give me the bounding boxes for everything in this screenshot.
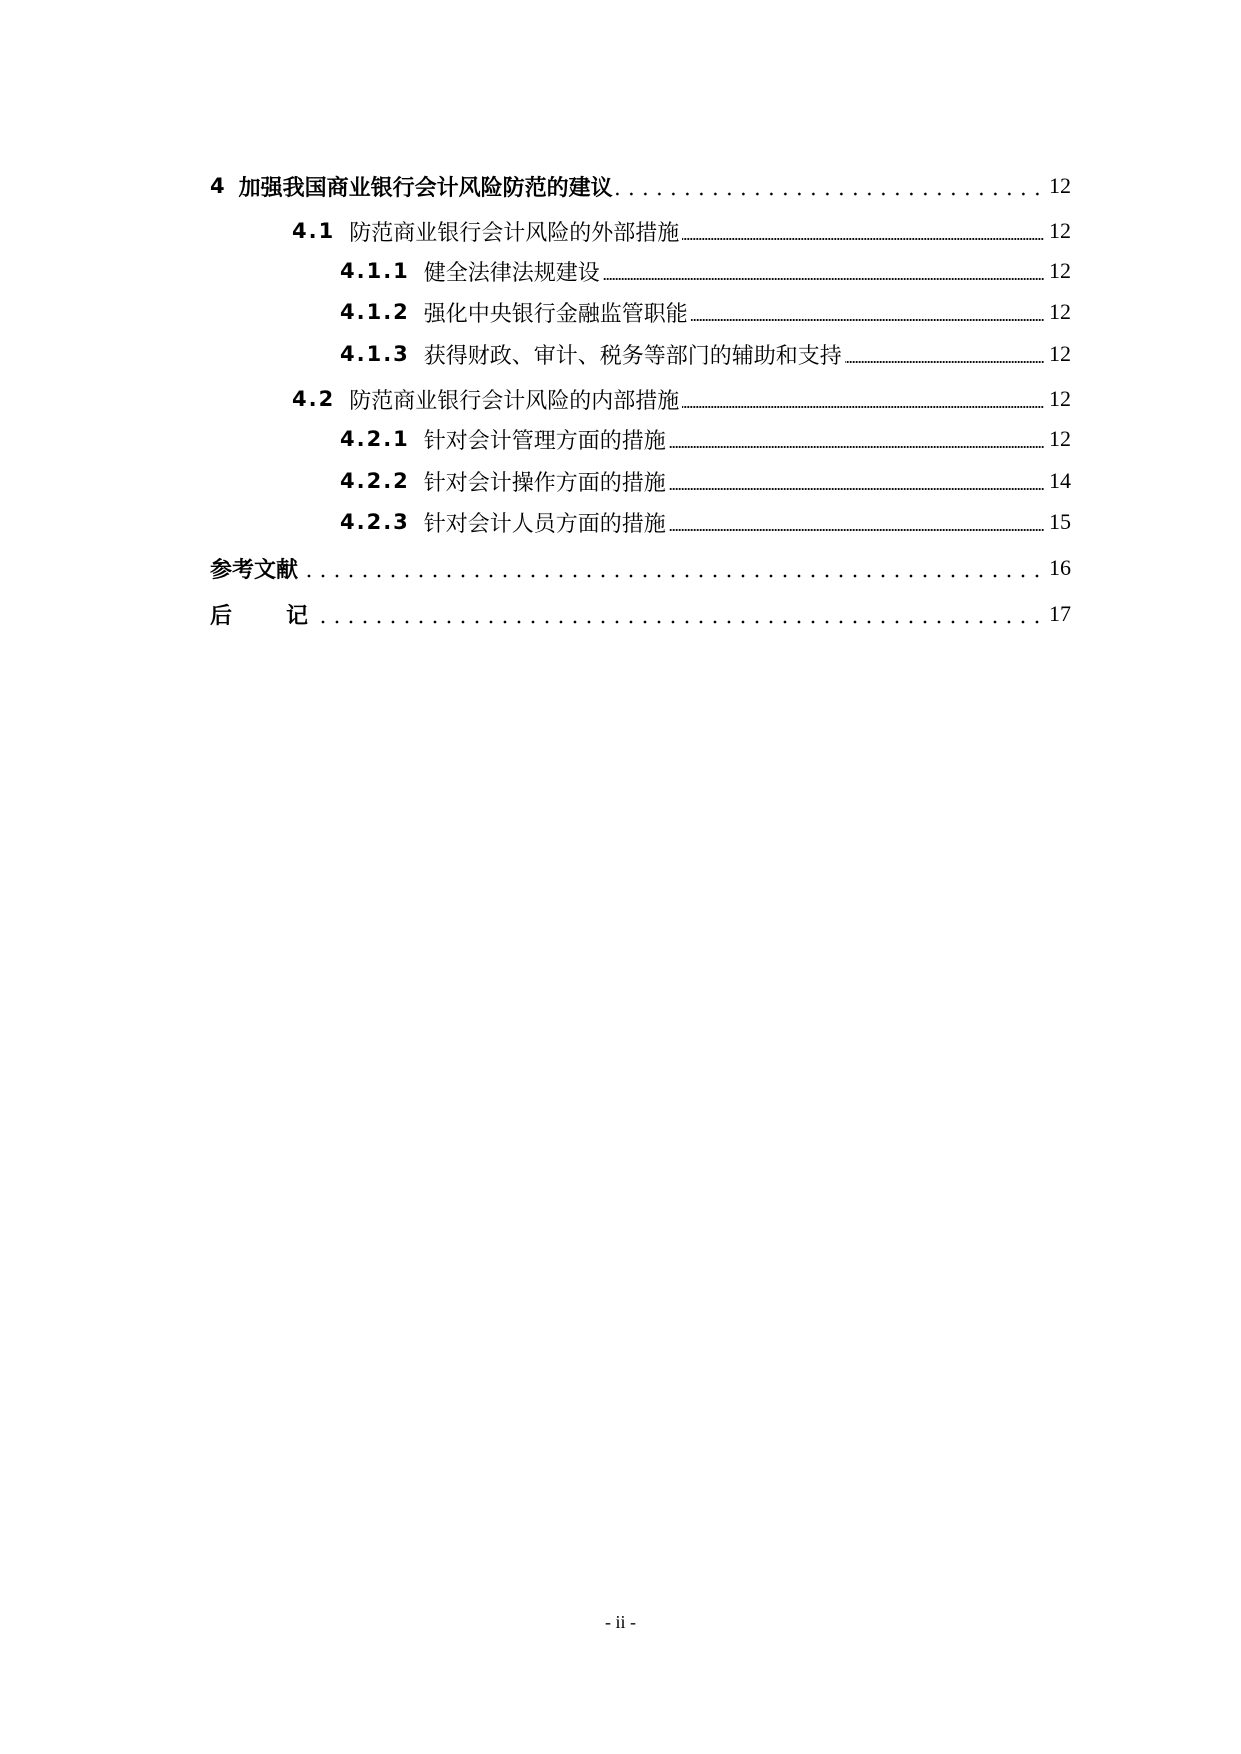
- toc-number: 4.2.1: [340, 427, 410, 451]
- dot-leader: [682, 405, 1044, 409]
- dot-leader: [669, 445, 1044, 449]
- toc-entry[interactable]: [340, 338, 1071, 370]
- toc-title-part2: 记: [286, 603, 309, 629]
- toc-title: 健全法律法规建设: [423, 260, 600, 286]
- dot-leader: [301, 574, 1044, 578]
- toc-title: 加强我国商业银行会计风险防范的建议: [238, 175, 613, 201]
- toc-row-4-1: [0, 215, 1241, 247]
- toc-page-number: 12: [1049, 258, 1071, 283]
- toc-label: [340, 339, 842, 370]
- toc-entry[interactable]: [292, 215, 1071, 247]
- toc-label: [210, 553, 298, 584]
- toc-page-number: 12: [1049, 386, 1071, 411]
- toc-row-4-2: [0, 383, 1241, 415]
- toc-number: 4.1: [292, 219, 336, 243]
- toc-row-4-2-1: [0, 423, 1241, 455]
- toc-title-part1: 后: [210, 603, 233, 629]
- toc-number: 4.1.2: [340, 300, 410, 324]
- toc-title: 获得财政、审计、税务等部门的辅助和支持: [423, 343, 842, 369]
- toc-entry[interactable]: [340, 255, 1071, 287]
- toc-entry[interactable]: [340, 296, 1071, 328]
- toc-label: [340, 507, 666, 538]
- toc-entry[interactable]: [340, 423, 1071, 455]
- toc-label: [210, 599, 308, 630]
- dot-leader: [682, 237, 1044, 241]
- toc-row-4-2-2: [0, 465, 1241, 497]
- dot-leader: [669, 528, 1044, 532]
- toc-label: [292, 384, 679, 415]
- toc-page-number: 12: [1049, 341, 1071, 366]
- toc-number: 4.2: [292, 387, 336, 411]
- toc-row-chapter-4: [0, 170, 1241, 202]
- toc-number: 4.2.3: [340, 510, 410, 534]
- toc-page-number: 12: [1049, 218, 1071, 243]
- toc-row-4-1-2: [0, 296, 1241, 328]
- toc-row-4-1-3: [0, 338, 1241, 370]
- dot-leader: [691, 318, 1044, 322]
- toc-row-postscript: [0, 598, 1241, 630]
- toc-row-4-2-3: [0, 506, 1241, 538]
- toc-title: 防范商业银行会计风险的内部措施: [349, 388, 680, 414]
- dot-leader: [845, 360, 1044, 364]
- toc-title: 防范商业银行会计风险的外部措施: [349, 220, 680, 246]
- page-footer-number: - ii -: [605, 1612, 636, 1632]
- dot-leader: [311, 620, 1044, 624]
- toc-title: 强化中央银行金融监管职能: [423, 301, 688, 327]
- toc-page-number: 15: [1049, 509, 1071, 534]
- toc-entry[interactable]: [340, 506, 1071, 538]
- toc-entry[interactable]: [210, 552, 1071, 584]
- toc-title: 针对会计操作方面的措施: [423, 470, 666, 496]
- toc-label: [340, 297, 688, 328]
- toc-label: [210, 171, 613, 202]
- toc-entry[interactable]: [210, 170, 1071, 202]
- toc-number: 4.1.3: [340, 342, 410, 366]
- dot-leader: [616, 192, 1044, 196]
- toc-entry[interactable]: [292, 383, 1071, 415]
- toc-page-number: 17: [1049, 601, 1071, 626]
- toc-entry[interactable]: [340, 465, 1071, 497]
- toc-number: 4.2.2: [340, 469, 410, 493]
- toc-label: [340, 466, 666, 497]
- toc-number: 4.1.1: [340, 259, 410, 283]
- toc-row-references: [0, 552, 1241, 584]
- toc-page-number: 12: [1049, 426, 1071, 451]
- dot-leader: [669, 487, 1044, 491]
- toc-title: 参考文献: [210, 557, 299, 583]
- toc-label: [292, 216, 679, 247]
- toc-title: 针对会计人员方面的措施: [423, 511, 666, 537]
- toc-label: [340, 256, 600, 287]
- toc-number: 4: [210, 174, 225, 198]
- toc-row-4-1-1: [0, 255, 1241, 287]
- toc-page-number: 12: [1049, 299, 1071, 324]
- toc-page-number: 14: [1049, 468, 1071, 493]
- toc-title: 针对会计管理方面的措施: [423, 428, 666, 454]
- toc-page-number: 16: [1049, 555, 1071, 580]
- toc-page-number: 12: [1049, 173, 1071, 198]
- toc-entry[interactable]: [210, 598, 1071, 630]
- toc-label: [340, 424, 666, 455]
- dot-leader: [603, 277, 1044, 281]
